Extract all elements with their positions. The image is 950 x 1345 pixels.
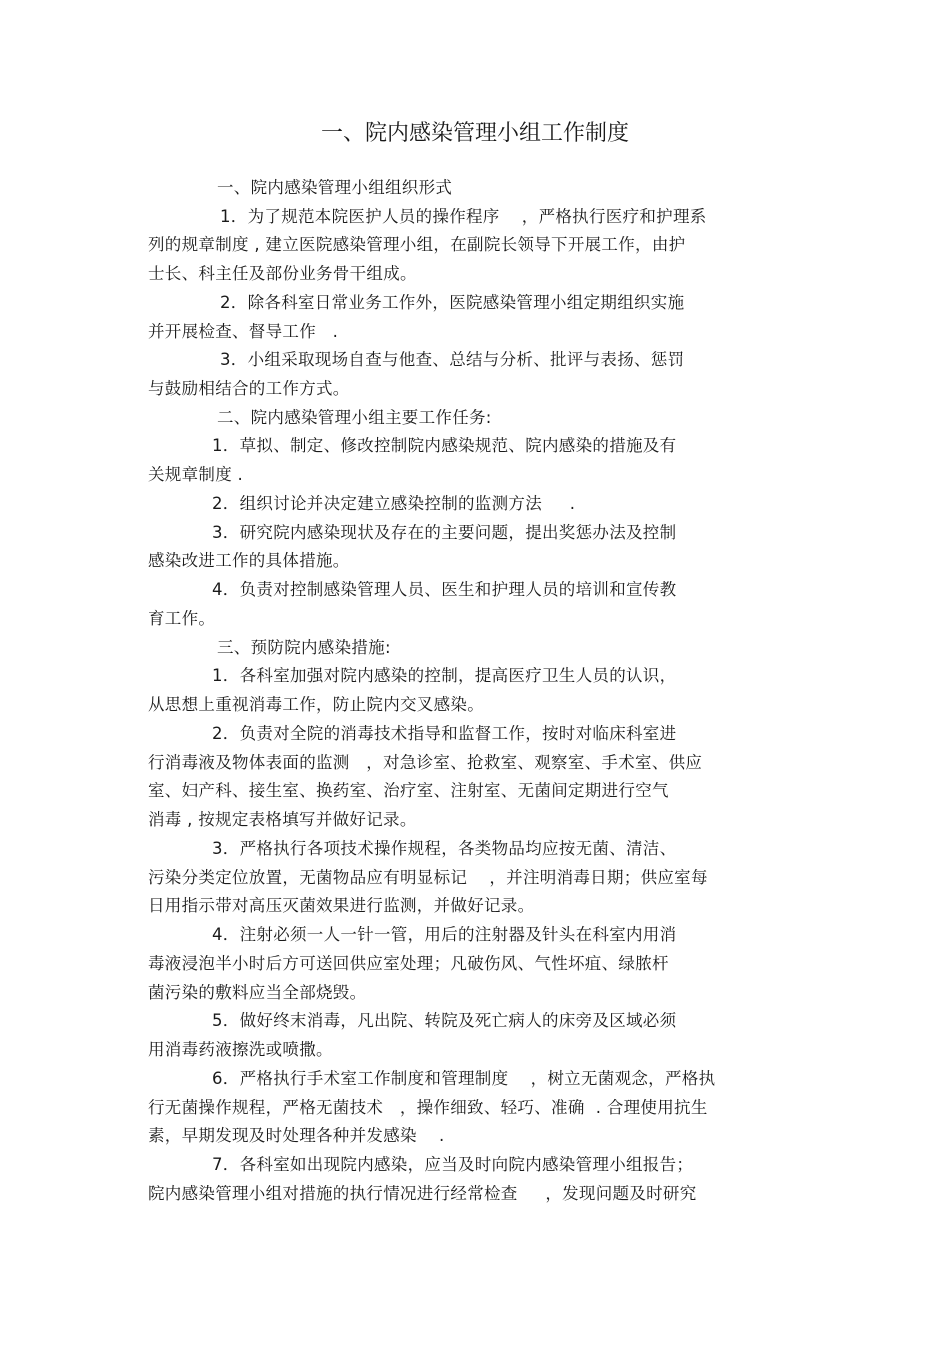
paragraph-line: 毒液浸泡半小时后方可送回供应室处理；凡破伤风、气性坏疽、绿脓杆 <box>148 954 669 973</box>
section-heading-3: 三、预防院内感染措施: <box>217 638 391 657</box>
paragraph-line: 关规章制度 . <box>148 465 244 484</box>
paragraph-line: 室、妇产科、接生室、换药室、治疗室、注射室、无菌间定期进行空气 <box>148 781 669 800</box>
section-heading-1: 一、院内感染管理小组组织形式 <box>217 178 453 197</box>
paragraph-line: 4．负责对控制感染管理人员、医生和护理人员的培训和宣传教 <box>212 580 677 599</box>
paragraph-line: 并开展检查、督导工作 . <box>148 322 339 341</box>
paragraph-line: 5．做好终末消毒，凡出院、转院及死亡病人的床旁及区域必须 <box>212 1011 677 1030</box>
paragraph-line: 3．研究院内感染现状及存在的主要问题，提出奖惩办法及控制 <box>212 523 677 542</box>
paragraph-line: 7．各科室如出现院内感染，应当及时向院内感染管理小组报告； <box>212 1155 694 1174</box>
paragraph-line: 院内感染管理小组对措施的执行情况进行经常检查 ，发现问题及时研究 <box>148 1184 697 1203</box>
paragraph-line: 日用指示带对高压灭菌效果进行监测，并做好记录。 <box>148 896 535 915</box>
paragraph-line: 士长、科主任及部份业务骨干组成。 <box>148 264 417 283</box>
paragraph-line: 列的规章制度 , 建立医院感染管理小组，在副院长领导下开展工作，由护 <box>148 235 686 254</box>
paragraph-line: 4．注射必须一人一针一管，用后的注射器及针头在科室内用消 <box>212 925 677 944</box>
paragraph-line: 污染分类定位放置，无菌物品应有明显标记 ，并注明消毒日期；供应室每 <box>148 868 708 887</box>
paragraph-line: 2．组织讨论并决定建立感染控制的监测方法 . <box>212 494 576 513</box>
paragraph-line: 用消毒药液擦洗或喷撒。 <box>148 1040 333 1059</box>
paragraph-line: 与鼓励相结合的工作方式。 <box>148 379 350 398</box>
paragraph-line: 3．小组采取现场自查与他查、总结与分析、批评与表扬、惩罚 <box>220 350 685 369</box>
paragraph-line: 行无菌操作规程，严格无菌技术 ，操作细致、轻巧、准确 . 合理使用抗生 <box>148 1098 708 1117</box>
paragraph-line: 育工作。 <box>148 609 216 628</box>
paragraph-line: 感染改进工作的具体措施。 <box>148 551 350 570</box>
section-heading-2: 二、院内感染管理小组主要工作任务: <box>217 408 492 427</box>
paragraph-line: 2．负责对全院的消毒技术指导和监督工作，按时对临床科室进 <box>212 724 677 743</box>
paragraph-line: 菌污染的敷料应当全部烧毁。 <box>148 983 367 1002</box>
paragraph-line: 2．除各科室日常业务工作外，医院感染管理小组定期组织实施 <box>220 293 685 312</box>
paragraph-line: 素，早期发现及时处理各种并发感染 . <box>148 1126 445 1145</box>
paragraph-line: 消毒 , 按规定表格填写并做好记录。 <box>148 810 417 829</box>
paragraph-line: 行消毒液及物体表面的监测 ，对急诊室、抢救室、观察室、手术室、供应 <box>148 753 703 772</box>
paragraph-line: 6．严格执行手术室工作制度和管理制度 ，树立无菌观念，严格执 <box>212 1069 716 1088</box>
paragraph-line: 1．为了规范本院医护人员的操作程序 ，严格执行医疗和护理系 <box>220 207 707 226</box>
paragraph-line: 1．草拟、制定、修改控制院内感染规范、院内感染的措施及有 <box>212 436 677 455</box>
paragraph-line: 1．各科室加强对院内感染的控制，提高医疗卫生人员的认识， <box>212 666 677 685</box>
paragraph-line: 从思想上重视消毒工作，防止院内交叉感染。 <box>148 695 484 714</box>
document-title: 一、院内感染管理小组工作制度 <box>320 121 629 146</box>
paragraph-line: 3．严格执行各项技术操作规程，各类物品均应按无菌、清洁、 <box>212 839 677 858</box>
